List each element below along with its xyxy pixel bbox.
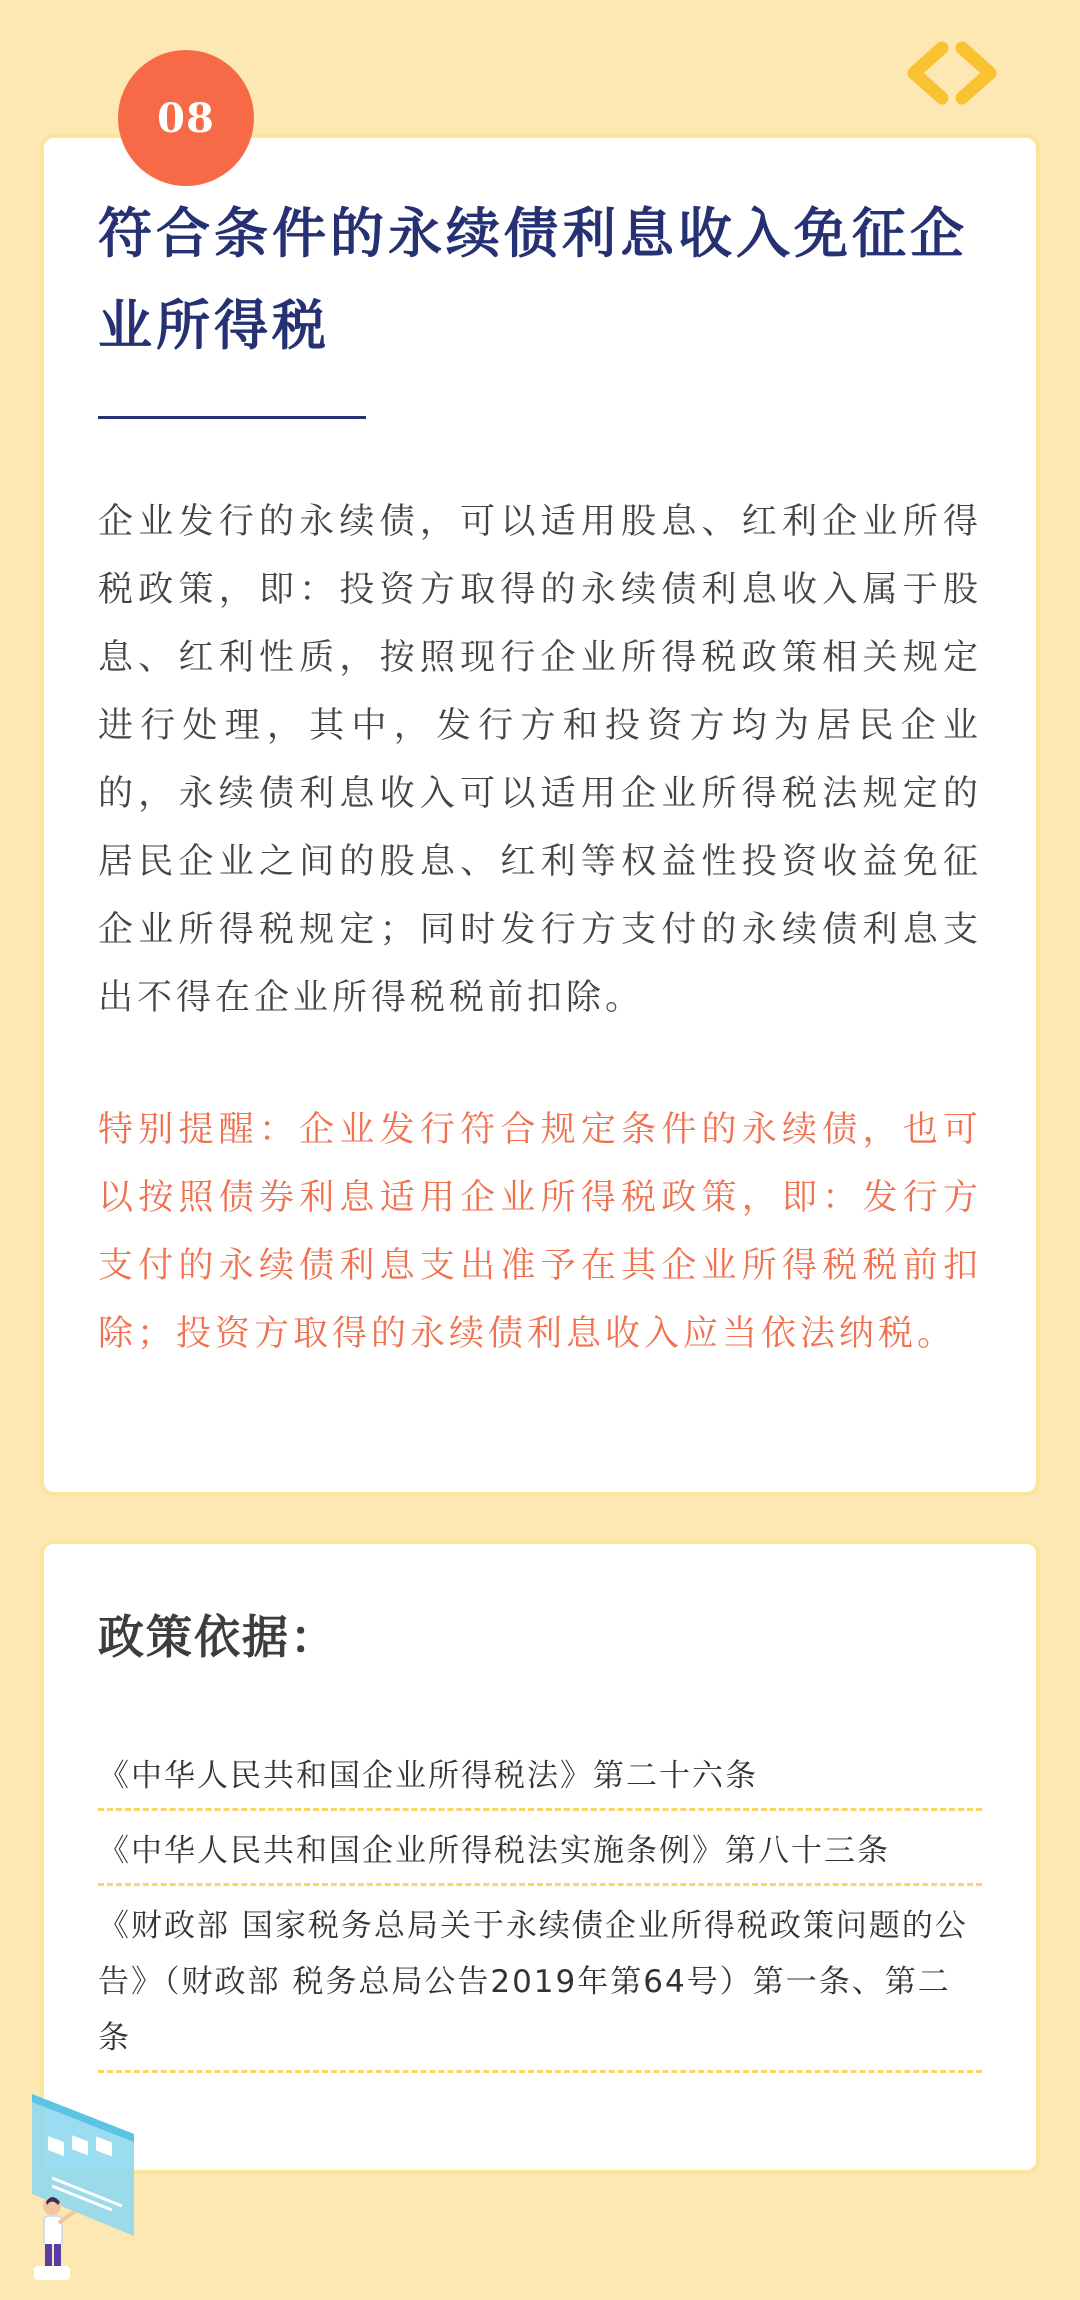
policy-item: 《中华人民共和国企业所得税法实施条例》第八十三条 — [98, 1811, 982, 1886]
page-title: 符合条件的永续债利息收入免征企业所得税 — [98, 202, 968, 357]
main-paragraph: 企业发行的永续债，可以适用股息、红利企业所得税政策，即：投资方取得的永续债利息收入属于股息、红利性质，按照现行企业所得税政策相关规定进行处理，其中，发行方和投资方均为居民企业的，永续债利息收入可以适用企业所得税法规定的居民企业之间的股息、红利等权益性投资收益免征企业所得税规定；同时发行方支付的永续债利息支出不得在企业所得税税前扣除。 — [98, 502, 982, 1018]
policy-item: 《财政部 国家税务总局关于永续债企业所得税政策问题的公告》（财政部 税务总局公告2019年第64号）第一条、第二条 — [98, 1886, 982, 2073]
badge-number: 08 — [157, 94, 215, 142]
policy-item: 《中华人民共和国企业所得税法》第二十六条 — [98, 1746, 982, 1811]
section-number-badge — [118, 50, 254, 186]
code-brackets-icon — [904, 38, 1000, 108]
title-underline — [98, 416, 366, 419]
policy-basis-heading: 政策依据： — [98, 1610, 338, 1664]
person-screen-illustration — [22, 2086, 142, 2282]
policy-basis-list — [98, 1746, 982, 2073]
special-reminder: 特别提醒：企业发行符合规定条件的永续债，也可以按照债券利息适用企业所得税政策，即：发行方支付的永续债利息支出准予在其企业所得税税前扣除；投资方取得的永续债利息收入应当依法纳税。 — [98, 1110, 982, 1354]
